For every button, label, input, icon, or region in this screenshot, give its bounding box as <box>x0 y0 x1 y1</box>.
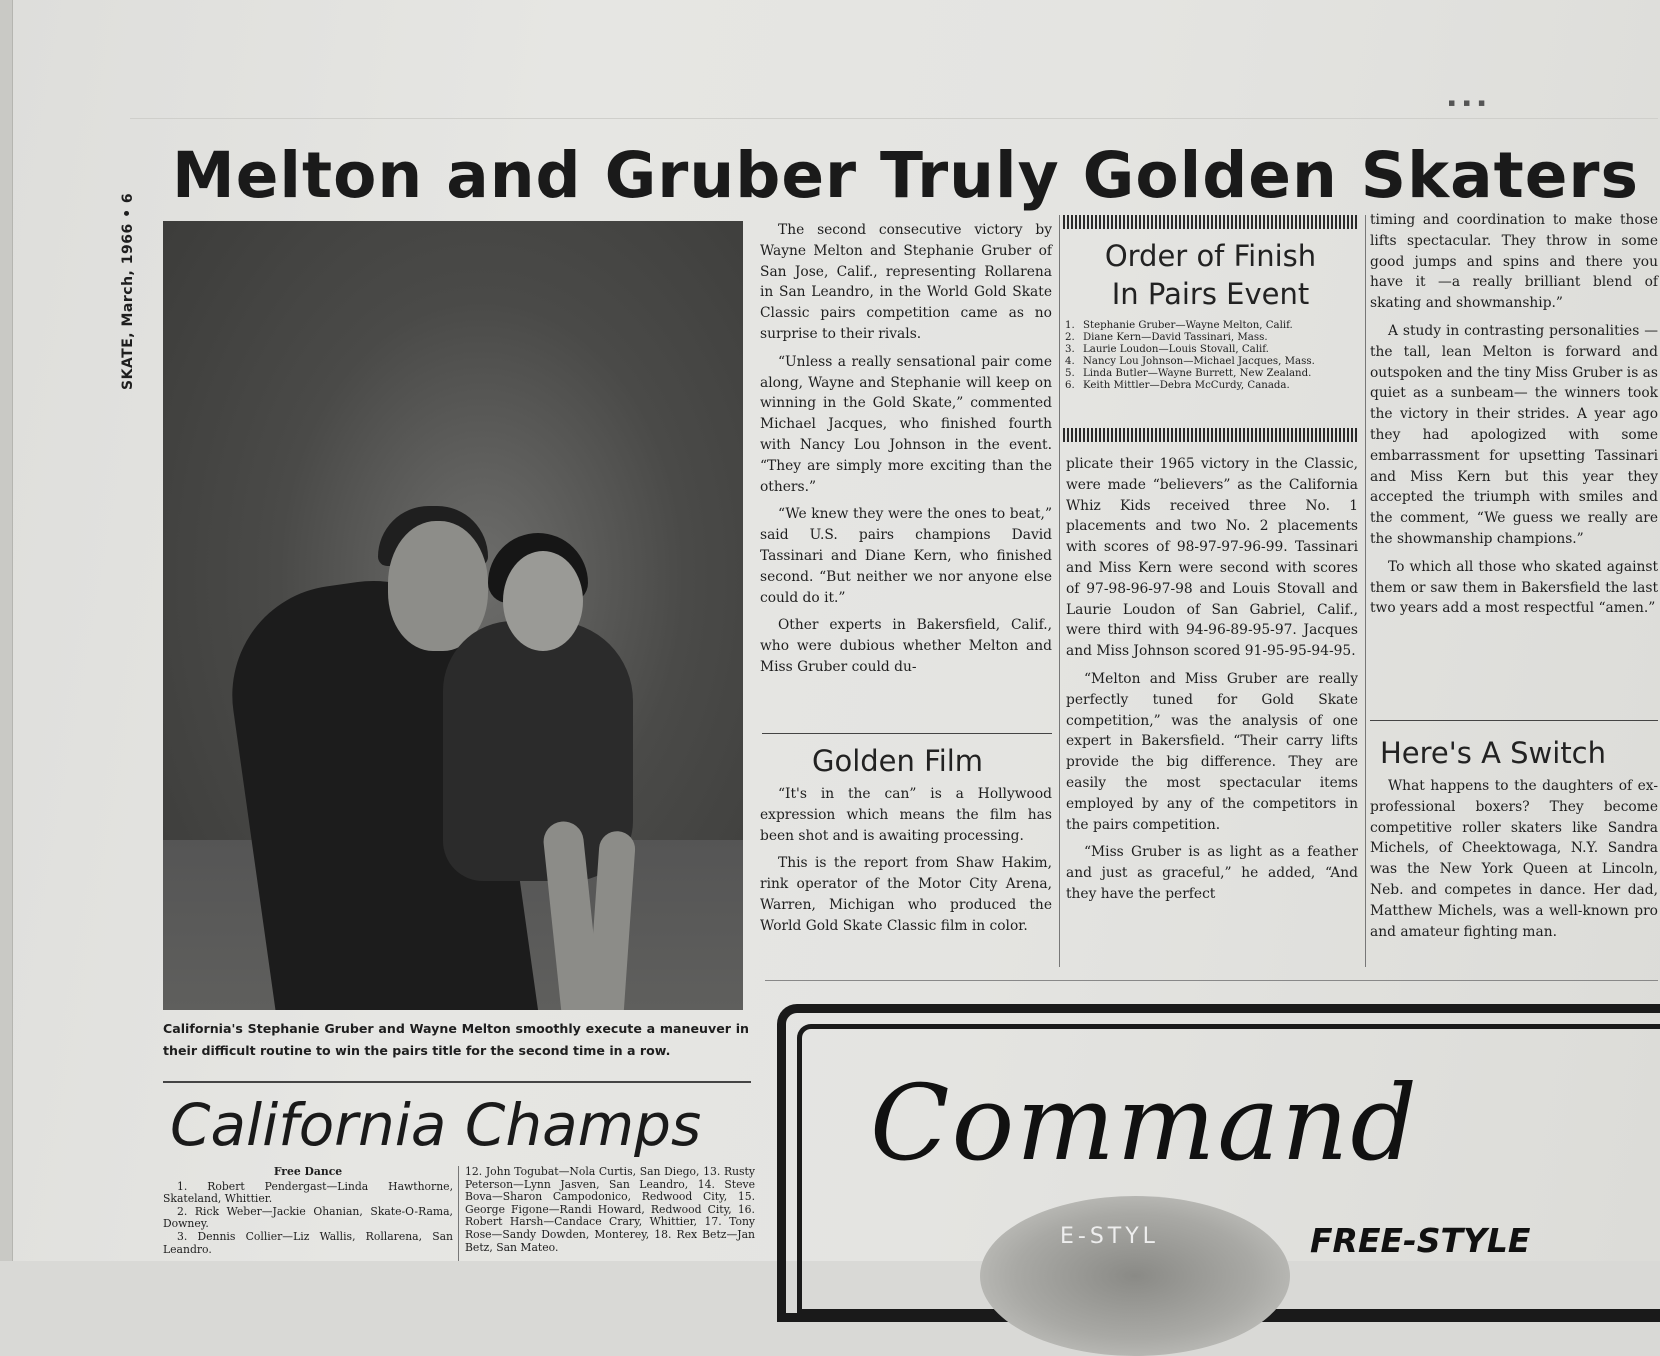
headline: Melton and Gruber Truly Golden Skaters <box>172 139 1640 212</box>
column-divider <box>458 1166 459 1261</box>
finish-entry: 2. Diane Kern—David Tassinari, Mass. <box>1065 332 1268 343</box>
article-paragraph: Other experts in Bakersfield, Calif., who were dubious whether Melton and Miss Gruber could du- <box>760 617 1052 675</box>
champs-entry: 2. Rick Weber—Jackie Ohanian, Skate-O-Rama, Downey. <box>163 1204 453 1231</box>
running-head: SKATE, March, 1966 • 6 <box>120 192 136 390</box>
article-column-3 <box>1370 210 1658 626</box>
finish-entry: 4. Nancy Lou Johnson—Michael Jacques, Mass. <box>1065 356 1315 367</box>
section-rule <box>1370 720 1658 721</box>
wheel-text: E-STYL <box>1060 1224 1159 1249</box>
champs-left-column <box>163 1166 453 1256</box>
champs-entry: 12. John Togubat—Nola Curtis, San Diego, 13. Rusty Peterson—Lynn Jasven, San Leandro, 14. Steve Bova—Sharon Campodonico, Redwood City, 15. George Figone—Randi Howard, Redwood City, 16. Robert Harsh—Candace Crary, Whittier, 17. Tony Rose—Sandy Dowden, Monterey, 18. Rex Betz—Jan Betz, San Mateo. <box>465 1165 755 1254</box>
article-paragraph: plicate their 1965 victory in the Classic, were made “believers” as the California Whiz Kids received three No. 1 placements and two No. 2 placements with scores of 98-97-97-96-99. Tassinari and Miss Kern were second with scores of 97-98-96-97-98 and Louis Stovall and Laurie Loudon of San Gabriel, Calif., were third with 94-96-89-95-97. Jacques and Miss Johnson scored 91-95-95-94-95. <box>1066 456 1358 660</box>
champs-entry: 1. Robert Pendergast—Linda Hawthorne, Skateland, Whittier. <box>163 1179 453 1206</box>
order-of-finish-title <box>1063 237 1358 313</box>
box-border-top <box>1063 215 1358 229</box>
article-column-1 <box>760 220 1052 685</box>
article-paragraph: A study in contrasting personalities —the tall, lean Melton is forward and outspoken and the tiny Miss Gruber is as quiet as a sunbeam— the winners took the victory in their strides. A year ago they had apologized with some embarrassment for upsetting Tassinari and Miss Kern but this year they accepted the triumph with smiles and the comment, “We guess we really are the showmanship champions.” <box>1370 322 1658 547</box>
top-rule <box>130 118 1658 119</box>
switch-body <box>1370 776 1658 949</box>
article-paragraph: “Miss Gruber is as light as a feather and just as graceful,” he added, “And they have the perfect <box>1066 844 1358 902</box>
box-border-bottom <box>1063 428 1358 442</box>
article-column-2 <box>1066 454 1358 912</box>
caption-rule <box>163 1081 751 1083</box>
order-title-line2: In Pairs Event <box>1111 277 1310 311</box>
golden-film-paragraph: “It's in the can” is a Hollywood expression which means the film has been shot and is awaiting processing. <box>760 786 1052 844</box>
california-champs-title: California Champs <box>170 1091 702 1159</box>
page-fold <box>0 0 13 1261</box>
wheel-image <box>980 1196 1290 1356</box>
finish-entry: 1. Stephanie Gruber—Wayne Melton, Calif. <box>1065 320 1293 331</box>
champs-right-column <box>465 1166 755 1254</box>
article-paragraph: The second consecutive victory by Wayne Melton and Stephanie Gruber of San Jose, Calif., representing Rollarena in San Leandro, in the World Gold Skate Classic pairs competition came as no surprise to their rivals. <box>760 222 1052 342</box>
section-rule <box>765 980 1658 981</box>
free-dance-label: Free Dance <box>273 1165 343 1178</box>
skaters-photo <box>163 221 743 1010</box>
champs-entry: 3. Dennis Collier—Liz Wallis, Rollarena, San Leandro. <box>163 1229 453 1256</box>
order-title-line1: Order of Finish <box>1104 239 1317 273</box>
article-paragraph: “Unless a really sensational pair come along, Wayne and Stephanie will keep on winning in the Gold Skate,” commented Michael Jacques, who finished fourth with Nancy Lou Johnson in the event. “They are simply more exciting than the others.” <box>760 353 1052 495</box>
article-paragraph: timing and coordination to make those lifts spectacular. They throw in some good jumps and spins and there you have it —a really brilliant blend of skating and showmanship.” <box>1370 212 1658 312</box>
ad-brand-script: Command <box>870 1062 1419 1184</box>
finish-entry: 6. Keith Mittler—Debra McCurdy, Canada. <box>1065 380 1290 391</box>
column-divider <box>1059 215 1060 967</box>
column-divider <box>1365 215 1366 967</box>
article-paragraph: “Melton and Miss Gruber are really perfectly tuned for Gold Skate competition,” was the analysis of one expert in Bakersfield. “Their carry lifts provide the big difference. They are easily the most spectacular items employed by any of the competitors in the pairs competition. <box>1066 670 1358 833</box>
switch-paragraph: What happens to the daughters of ex-professional boxers? They become competitive roller skaters like Sandra Michels, of Cheektowaga, N.Y. Sandra was the New York Queen at Lincoln, Neb. and competes in dance. Her dad, Matthew Michels, was a well-known pro and amateur fighting man. <box>1370 778 1658 940</box>
golden-film-body <box>760 784 1052 944</box>
golden-film-title: Golden Film <box>812 744 984 778</box>
finish-entry: 3. Laurie Loudon—Louis Stovall, Calif. <box>1065 344 1269 355</box>
switch-title: Here's A Switch <box>1380 736 1607 770</box>
section-rule <box>762 733 1052 734</box>
article-paragraph: To which all those who skated against them or saw them in Bakersfield the last two years add a most respectful “amen.” <box>1370 558 1658 617</box>
print-marks: ▪ ▪ ▪ <box>1448 96 1488 109</box>
ad-free-style-text: FREE-STYLE <box>1310 1221 1531 1260</box>
article-paragraph: “We knew they were the ones to beat,” said U.S. pairs champions David Tassinari and Diane Kern, who finished second. “But neither we nor anyone else could do it.” <box>760 506 1052 606</box>
order-of-finish-list <box>1065 320 1357 392</box>
photo-caption: California's Stephanie Gruber and Wayne Melton smoothly execute a maneuver in their difficult routine to win the pairs title for the second time in a row. <box>163 1021 749 1058</box>
finish-entry: 5. Linda Butler—Wayne Burrett, New Zealand. <box>1065 368 1312 379</box>
golden-film-paragraph: This is the report from Shaw Hakim, rink operator of the Motor City Arena, Warren, Michigan who produced the World Gold Skate Classic film in color. <box>760 855 1052 934</box>
